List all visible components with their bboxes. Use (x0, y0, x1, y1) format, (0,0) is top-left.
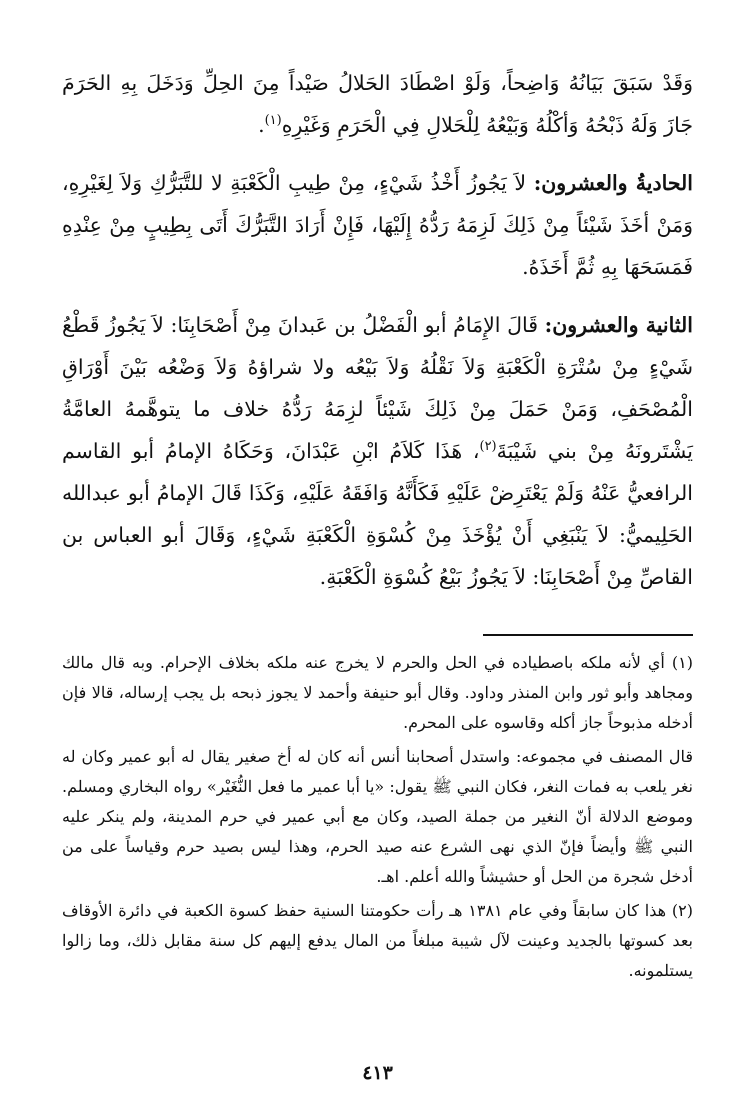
paragraph-2-text: لاَ يَجُوزُ أَخْذُ شَيْءٍ، مِنْ طِيبِ الْكَعْبَةِ لا للتَّبَرُّكِ وَلاَ لِغَيْرِهِ، وَمَنْ أخَذَ شَيْئاً مِنْ ذَلِكَ لَزِمَهُ رَدُّهُ إِلَيْهَا، فَإِنْ أَرَادَ التَّبَرُّكَ أَتَى بِطِيبٍ مِنْ عِنْدِهِ فَمَسَحَهَا بِهِ ثُمَّ أَخَذَهُ. (62, 171, 693, 279)
footnote-1-part-2: قال المصنف في مجموعه: واستدل أصحابنا أنس أنه كان له أخ صغير يقال له أبو عمير وكان له نغر يلعب به فمات النغر، فكان النبي ﷺ يقول: «يا أبا عمير ما فعل النُّغَيْر» رواه البخاري ومسلم. وموضع الدلالة أنّ النغير من جملة الصيد، وكان مع أبي عمير في حرم المدينة، ولم ينكر عليه النبي ﷺ وأيضاً فإنّ الذي نهى الشرع عنه صيد الحرم، وهذا ليس بصيد حرم وقياساً على من أدخل شجرة من الحل أو حشيشاً والله أعلم. اهـ. (62, 747, 693, 886)
footnote-2 (62, 896, 693, 986)
page-number: ٤١٣ (362, 1062, 393, 1084)
footnote-1-text: أي لأنه ملكه باصطياده في الحل والحرم لا يخرج عنه ملكه بخلاف الإحرام. وبه قال مالك ومجاهد وأبو ثور وابن المنذر وداود. وقال أبو حنيفة وأحمد لا يجوز ذبحه بل يجب إرساله، قالا فإن أدخله مذبوحاً جاز أكله وقاسوه على المحرم. (62, 653, 693, 732)
paragraph-3-text-b: ، هَذَا كَلاَمُ ابْنِ عَبْدَانَ، وَحَكَاهُ الإمامُ أبو القاسم الرافعيُّ عَنْهُ وَلَمْ يَعْتَرِضْ عَلَيْهِ فَكَأَنَّهُ وَافَقَهُ عَلَيْهِ، وَكَذَا قَالَ الإمامُ أبو عبدالله الحَلِيميُّ: لاَ يَنْبَغِي أَنْ يُؤْخَذَ مِنْ كُسْوَةِ الْكَعْبَةِ شَيْءٍ، وَقَالَ أبو العباس بن القاصِّ مِنْ أَصْحَابِنَا: لاَ يَجُوزُ بَيْعُ كُسْوَةِ الْكَعْبَةِ. (62, 439, 693, 589)
paragraph-3-text-a: قَالَ الإِمَامُ أبو الْفَضْلُ بن عَبدانَ مِنْ أَصْحَابِنَا: لاَ يَجُوزُ قَطْعُ شَيْءٍ مِنْ سُتْرَةِ الْكَعْبَةِ وَلاَ نَقْلُهُ وَلاَ بَيْعُه ولا شراؤهُ وَلاَ وَضْعُه بَيْنَ أَوْرَاقِ الْمُصْحَفِ، وَمَنْ حَمَلَ مِنْ ذَلِكَ شَيْئاً لزِمَهُ رَدُّهُ خلاف ما يتوهَّمهُ العامَّةُ يَشْتَرونَهُ مِنْ بني شَيْبَةَ (62, 313, 693, 463)
paragraph-2-heading: الحاديةُ والعشرون: (533, 171, 693, 195)
paragraph-1-text: وَقَدْ سَبَقَ بَيَانُهُ وَاضِحاً، وَلَوْ اصْطَادَ الحَلالُ صَيْداً مِنَ الحِلِّ وَدَخَلَ بِهِ الحَرَمَ جَازَ وَلَهُ ذَبْحُهُ وَأكْلُهُ وَبَيْعُهُ لِلْحَلالِ فِي الْحَرَمِ وَغَيْرِهِ (62, 71, 693, 137)
footnote-1-part-1 (62, 648, 693, 738)
footnotes (62, 648, 693, 990)
footnote-ref-2: (٢) (479, 439, 497, 455)
footnote-separator (483, 634, 693, 636)
paragraph-2 (62, 162, 693, 288)
book-page (62, 62, 693, 1101)
footnote-1-number: (١) (671, 653, 693, 672)
footnote-ref-1: (١) (264, 113, 282, 129)
paragraph-3-heading: الثانية والعشرون: (544, 313, 693, 337)
main-text (62, 62, 693, 598)
paragraph-1: وَقَدْ سَبَقَ بَيَانُهُ وَاضِحاً، وَلَوْ اصْطَادَ الحَلالُ صَيْداً مِنَ الحِلِّ وَدَخَلَ بِهِ الحَرَمَ جَازَ وَلَهُ ذَبْحُهُ وَأكْلُهُ وَبَيْعُهُ لِلْحَلالِ فِي الْحَرَمِ وَغَيْرِهِ$^{(١)}$. (62, 71, 693, 137)
paragraph-3 (62, 304, 693, 598)
footnote-2-text: هذا كان سابقاً وفي عام ١٣٨١ هـ رأت حكومتنا السنية حفظ كسوة الكعبة في دائرة الأوقاف بعد كسوتها بالجديد وعينت لآل شيبة مبلغاً من المال يدفع إليهم كل سنة مقابل ذلك، وما زالوا يستلمونه. (62, 901, 693, 980)
footnote-2-number: (٢) (671, 901, 693, 920)
